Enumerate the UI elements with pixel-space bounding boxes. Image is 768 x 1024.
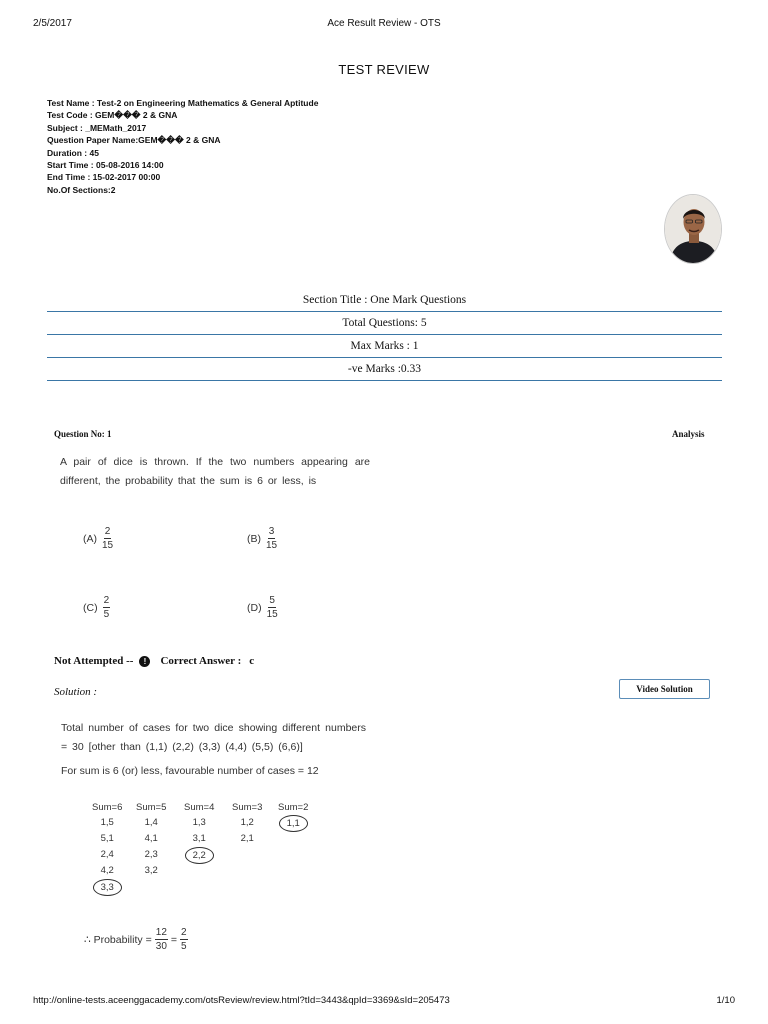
- pair-value: 2,4: [100, 849, 114, 860]
- pair-value: 4,1: [144, 833, 158, 844]
- sum-column-header: Sum=6: [92, 802, 123, 813]
- sum-column-header: Sum=2: [278, 802, 309, 813]
- fraction-denominator: 5: [103, 609, 110, 620]
- pair-value: 4,2: [100, 865, 114, 876]
- sum-pair: [232, 833, 262, 849]
- sum-column: [136, 802, 166, 881]
- sum-pair: [92, 849, 122, 865]
- circled-pair: 1,1: [279, 815, 308, 832]
- answer-status: [54, 655, 254, 667]
- equals-sign: =: [170, 933, 178, 946]
- question-paper-name: Question Paper Name:GEM��� 2 & GNA: [47, 135, 221, 146]
- fraction-denominator: 30: [155, 941, 167, 952]
- probability-fraction-1: [155, 927, 168, 952]
- question-number: Question No: 1: [54, 429, 112, 439]
- circled-pair: 2,2: [185, 847, 214, 864]
- fraction-denominator: 15: [102, 540, 114, 551]
- negative-marks: -ve Marks :0.33: [47, 358, 722, 381]
- option-fraction: [102, 526, 113, 551]
- circled-pair: 3,3: [93, 879, 122, 896]
- option-label: (D): [247, 601, 262, 614]
- sum-column: [92, 802, 122, 897]
- sum-pair: [92, 817, 122, 833]
- fraction-denominator: 15: [266, 609, 278, 620]
- sum-column-header: Sum=4: [184, 802, 215, 813]
- option-d: [247, 595, 278, 620]
- option-fraction: [266, 526, 277, 551]
- sum-column: [278, 802, 308, 833]
- pair-value: 1,3: [192, 817, 206, 828]
- option-fraction: [103, 595, 111, 620]
- sum-pair: [136, 849, 166, 865]
- pair-value: 3,1: [192, 833, 206, 844]
- fraction-numerator: 2: [104, 526, 111, 537]
- solution-text-favourable: For sum is 6 (or) less, favourable number of cases = 12: [61, 765, 319, 777]
- sum-pair: [136, 833, 166, 849]
- sum-pair: [232, 817, 262, 833]
- total-questions: Total Questions: 5: [47, 312, 722, 335]
- pair-value: 1,5: [100, 817, 114, 828]
- test-duration: Duration : 45: [47, 147, 99, 158]
- sum-pair: [92, 881, 122, 897]
- fraction-numerator: 2: [103, 595, 110, 606]
- number-of-sections: No.Of Sections:2: [47, 184, 116, 195]
- fraction-denominator: 5: [181, 941, 187, 952]
- page-url: http://online-tests.aceenggacademy.com/otsReview/review.html?tId=3443&qpId=3369&sId=205473: [33, 995, 450, 1006]
- question-text: A pair of dice is thrown. If the two numbers appearing are different, the probability that the sum is 6 or less, is: [60, 456, 370, 487]
- sum-column-header: Sum=3: [232, 802, 263, 813]
- sum-column: [232, 802, 262, 849]
- correct-answer-value: c: [249, 655, 255, 667]
- print-date: 2/5/2017: [33, 18, 72, 29]
- option-c: [83, 595, 110, 620]
- test-name: Test Name : Test-2 on Engineering Mathematics & General Aptitude: [47, 98, 319, 108]
- option-a: [83, 526, 113, 551]
- sum-pair: [136, 817, 166, 833]
- sum-column-header: Sum=5: [136, 802, 167, 813]
- user-avatar: [664, 194, 722, 264]
- pair-value: 1,4: [144, 817, 158, 828]
- sum-pair: [184, 817, 214, 833]
- fraction-numerator: 5: [269, 595, 275, 606]
- test-info: [47, 97, 318, 196]
- option-label: (B): [247, 532, 261, 545]
- section-summary: [47, 292, 722, 381]
- start-time: Start Time : 05-08-2016 14:00: [47, 160, 164, 171]
- pair-value: 2,1: [240, 833, 254, 844]
- max-marks: Max Marks : 1: [47, 335, 722, 358]
- print-page-title: Ace Result Review - OTS: [327, 18, 441, 29]
- attempt-status: Not Attempted --: [54, 655, 134, 667]
- option-fraction: [267, 595, 278, 620]
- test-code: Test Code : GEM��� 2 & GNA: [47, 110, 178, 121]
- sum-pair: [136, 865, 166, 881]
- equals-sign: =: [145, 933, 152, 946]
- analysis-link[interactable]: Analysis: [672, 429, 705, 439]
- page-number: 1/10: [716, 995, 735, 1006]
- option-b: [247, 526, 277, 551]
- correct-answer-label: Correct Answer :: [160, 655, 242, 667]
- option-label: (A): [83, 532, 97, 545]
- fraction-denominator: 15: [266, 540, 278, 551]
- pair-value: 5,1: [100, 833, 114, 844]
- test-subject: Subject : _MEMath_2017: [47, 122, 147, 133]
- pair-value: 2,3: [144, 849, 158, 860]
- option-label: (C): [83, 601, 98, 614]
- probability-prefix: ∴ Probability: [84, 933, 143, 946]
- fraction-numerator: 12: [155, 927, 167, 938]
- solution-label: Solution :: [54, 686, 98, 698]
- print-header: [33, 18, 735, 32]
- exclamation-icon: !: [139, 656, 150, 667]
- video-solution-button[interactable]: Video Solution: [619, 679, 710, 699]
- end-time: End Time : 15-02-2017 00:00: [47, 172, 161, 183]
- solution-text-total-cases: Total number of cases for two dice showing different numbers = 30 [other than (1,1) (2,2) (3,3) (4,4) (5,5) (6,6)]: [61, 722, 366, 753]
- page-title: TEST REVIEW: [338, 62, 430, 77]
- print-footer: [33, 995, 735, 1007]
- section-title: Section Title : One Mark Questions: [47, 292, 722, 312]
- sum-pair: [184, 849, 214, 865]
- sum-column: [184, 802, 214, 865]
- sum-pair: [92, 833, 122, 849]
- sum-pair: [278, 817, 308, 833]
- user-photo-icon: [665, 195, 722, 264]
- probability-result: [84, 927, 188, 952]
- pair-value: 3,2: [144, 865, 158, 876]
- fraction-numerator: 2: [181, 927, 187, 938]
- probability-fraction-2: [180, 927, 188, 952]
- fraction-numerator: 3: [268, 526, 275, 537]
- pair-value: 1,2: [240, 817, 254, 828]
